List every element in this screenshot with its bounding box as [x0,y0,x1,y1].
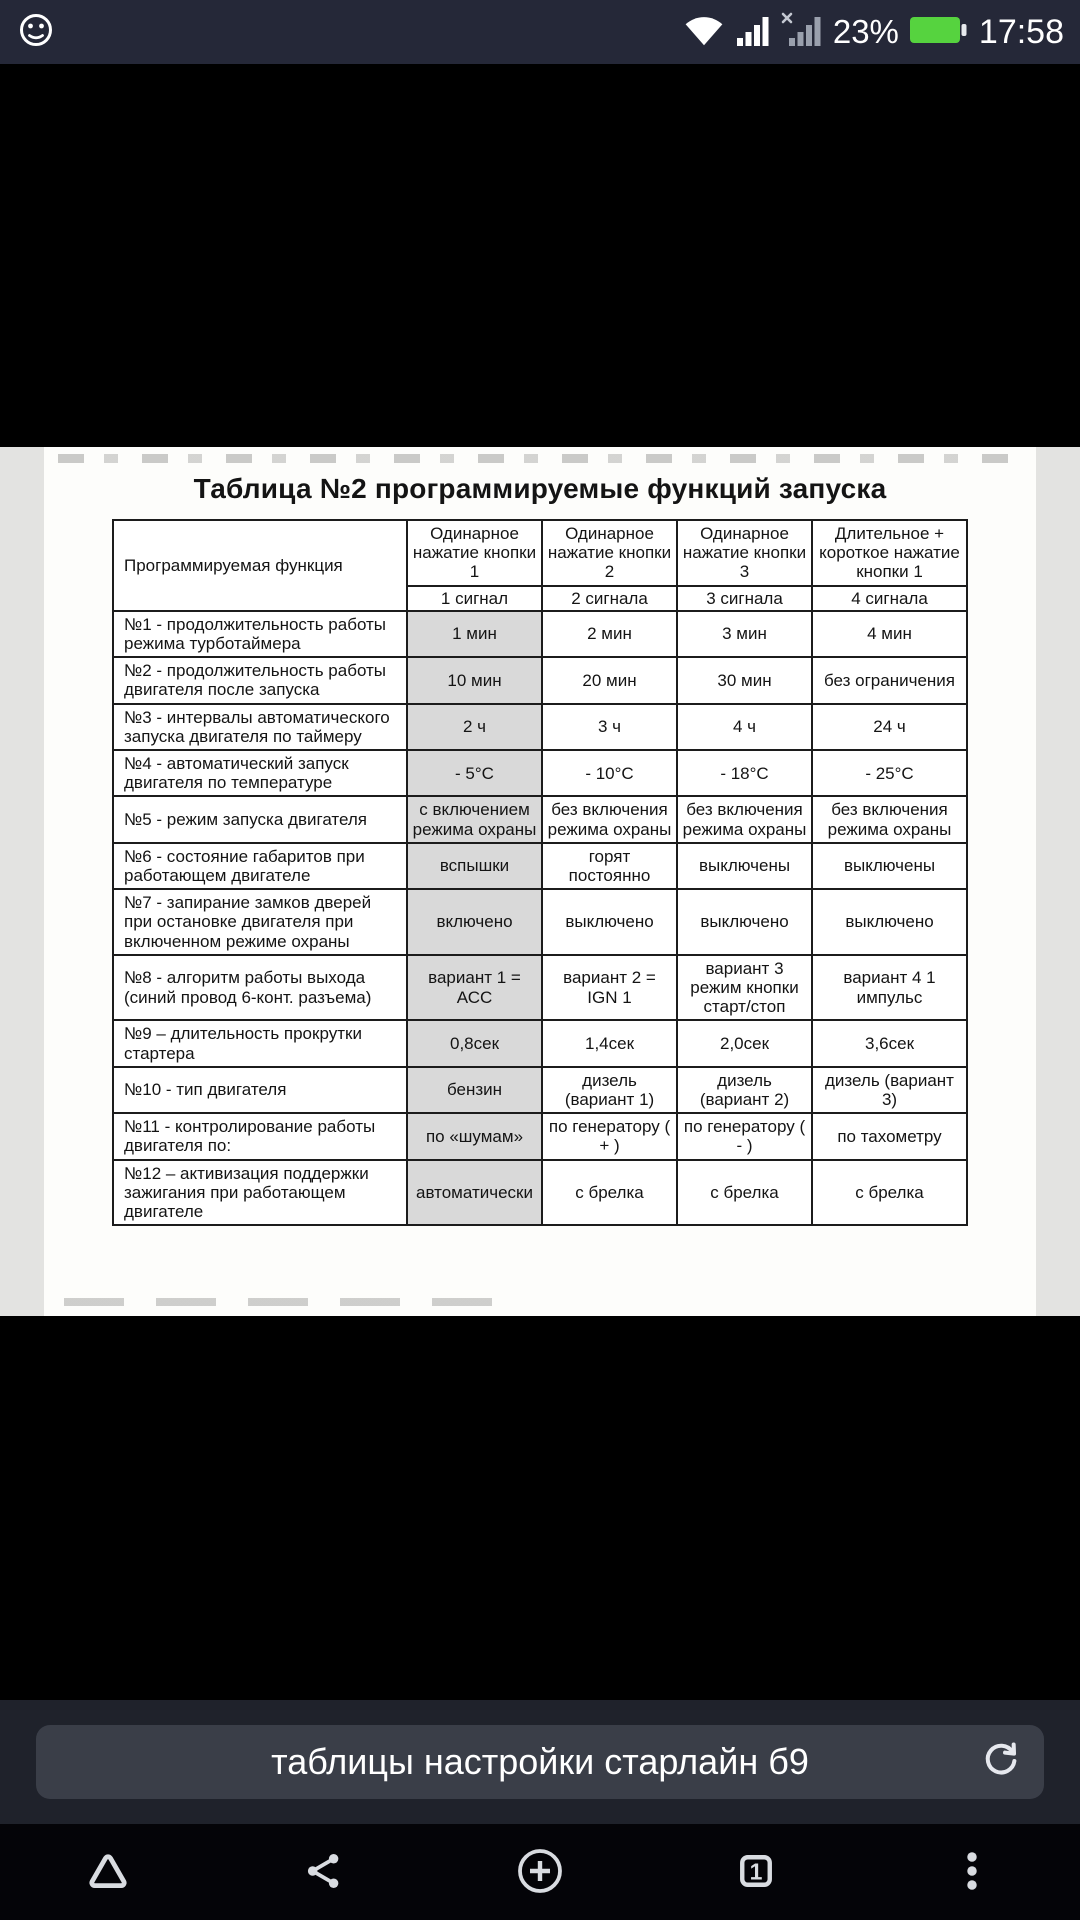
header-signal-3: 3 сигнала [677,586,812,611]
row-value: с брелка [677,1160,812,1226]
clock: 17:58 [978,12,1064,51]
row-value: по «шумам» [407,1113,542,1159]
table-row [113,1067,967,1113]
row-value: 3 ч [542,704,677,750]
table-row [113,1113,967,1159]
home-button[interactable] [38,1830,178,1914]
row-value: 2 мин [542,611,677,657]
row-function: №10 - тип двигателя [113,1067,407,1113]
row-value: вариант 3 режим кнопки старт/стоп [677,955,812,1021]
row-function: №9 – длительность прокрутки стартера [113,1020,407,1066]
header-signal-2: 2 сигнала [542,586,677,611]
row-value: 2 ч [407,704,542,750]
row-value: вариант 4 1 импульс [812,955,967,1021]
row-value: горят постоянно [542,843,677,889]
header-column-4: Длительное + короткое нажатие кнопки 1 [812,520,967,586]
row-value: 4 ч [677,704,812,750]
table-header-row [113,520,967,586]
cellular-signal-nosim-icon [781,12,823,53]
row-value: - 10°С [542,750,677,796]
battery-percent: 23% [832,13,899,50]
header-signal-4: 4 сигнала [812,586,967,611]
new-tab-button[interactable] [470,1830,610,1914]
table-row [113,657,967,703]
row-value: без включения режима охраны [812,796,967,842]
row-value: дизель (вариант 1) [542,1067,677,1113]
search-query: таблицы настройки старлайн б9 [271,1741,809,1782]
settings-table [112,519,968,1226]
row-value: бензин [407,1067,542,1113]
row-value: дизель (вариант 3) [812,1067,967,1113]
status-bar-right [683,12,1064,53]
table-head [113,520,967,611]
overflow-menu-icon [965,1849,979,1896]
row-value: 4 мин [812,611,967,657]
row-value: 2,0сек [677,1020,812,1066]
row-function: №3 - интервалы автоматического запуска двигателя по таймеру [113,704,407,750]
table-row [113,796,967,842]
document-image[interactable] [44,447,1036,1316]
row-value: с брелка [812,1160,967,1226]
row-value: 20 мин [542,657,677,703]
refresh-icon [979,1739,1023,1786]
table-row [113,1020,967,1066]
row-value: выключено [542,889,677,955]
row-function: №7 - запирание замков дверей при остановке двигателя при включенном режиме охраны [113,889,407,955]
emoji-face-icon [16,10,56,55]
row-value: 24 ч [812,704,967,750]
torn-edge-top [58,454,1022,463]
cellular-signal-icon [735,12,771,53]
row-value: по тахометру [812,1113,967,1159]
menu-button[interactable] [902,1830,1042,1914]
row-value: выключены [812,843,967,889]
header-column-3: Одинарное нажатие кнопки 3 [677,520,812,586]
row-function: №4 - автоматический запуск двигателя по температуре [113,750,407,796]
row-value: без ограничения [812,657,967,703]
row-function: №8 - алгоритм работы выхода (синий провод 6-конт. разъема) [113,955,407,1021]
row-value: дизель (вариант 2) [677,1067,812,1113]
document-title: Таблица №2 программируемые функций запуска [193,473,887,504]
table-body [113,611,967,1225]
row-value: с брелка [542,1160,677,1226]
table-row [113,1160,967,1226]
home-icon [85,1849,131,1896]
row-value: выключены [677,843,812,889]
table-row [113,955,967,1021]
header-function: Программируемая функция [113,520,407,611]
row-value: по генератору ( - ) [677,1113,812,1159]
tab-count: 1 [749,1858,763,1885]
search-bar-container [0,1700,1080,1824]
row-function: №11 - контролирование работы двигателя по: [113,1113,407,1159]
row-function: №6 - состояние габаритов при работающем двигателе [113,843,407,889]
row-value: без включения режима охраны [677,796,812,842]
header-column-2: Одинарное нажатие кнопки 2 [542,520,677,586]
row-value: 1 мин [407,611,542,657]
header-signal-1: 1 сигнал [407,586,542,611]
tabs-button[interactable] [686,1830,826,1914]
bottom-navigation [0,1824,1080,1920]
row-value: выключено [812,889,967,955]
row-value: включено [407,889,542,955]
row-value: 1,4сек [542,1020,677,1066]
new-tab-icon [516,1847,564,1898]
status-bar [0,0,1080,64]
share-icon [303,1850,345,1895]
row-value: вариант 1 = АСС [407,955,542,1021]
row-value: - 18°С [677,750,812,796]
row-value: 3 мин [677,611,812,657]
row-value: 3,6сек [812,1020,967,1066]
search-input[interactable] [36,1725,1044,1799]
table-row [113,843,967,889]
refresh-button[interactable] [970,1731,1032,1793]
row-value: вариант 2 = IGN 1 [542,955,677,1021]
table-row [113,704,967,750]
row-value: 30 мин [677,657,812,703]
row-value: с включением режима охраны [407,796,542,842]
page-content [0,447,1080,1316]
row-function: №12 – активизация поддержки зажигания при работающем двигателе [113,1160,407,1226]
row-function: №1 - продолжительность работы режима турботаймера [113,611,407,657]
wifi-icon [683,13,725,52]
row-value: 10 мин [407,657,542,703]
row-value: - 25°С [812,750,967,796]
status-bar-left [16,10,56,55]
row-value: без включения режима охраны [542,796,677,842]
share-button[interactable] [254,1830,394,1914]
row-value: выключено [677,889,812,955]
row-value: по генератору ( + ) [542,1113,677,1159]
header-column-1: Одинарное нажатие кнопки 1 [407,520,542,586]
table-row [113,889,967,955]
row-function: №2 - продолжительность работы двигателя после запуска [113,657,407,703]
table-row [113,611,967,657]
row-value: 0,8сек [407,1020,542,1066]
battery-icon [909,15,967,50]
row-value: вспышки [407,843,542,889]
torn-edge-bottom [64,1298,520,1306]
row-function: №5 - режим запуска двигателя [113,796,407,842]
row-value: автоматически [407,1160,542,1226]
row-value: - 5°С [407,750,542,796]
table-row [113,750,967,796]
